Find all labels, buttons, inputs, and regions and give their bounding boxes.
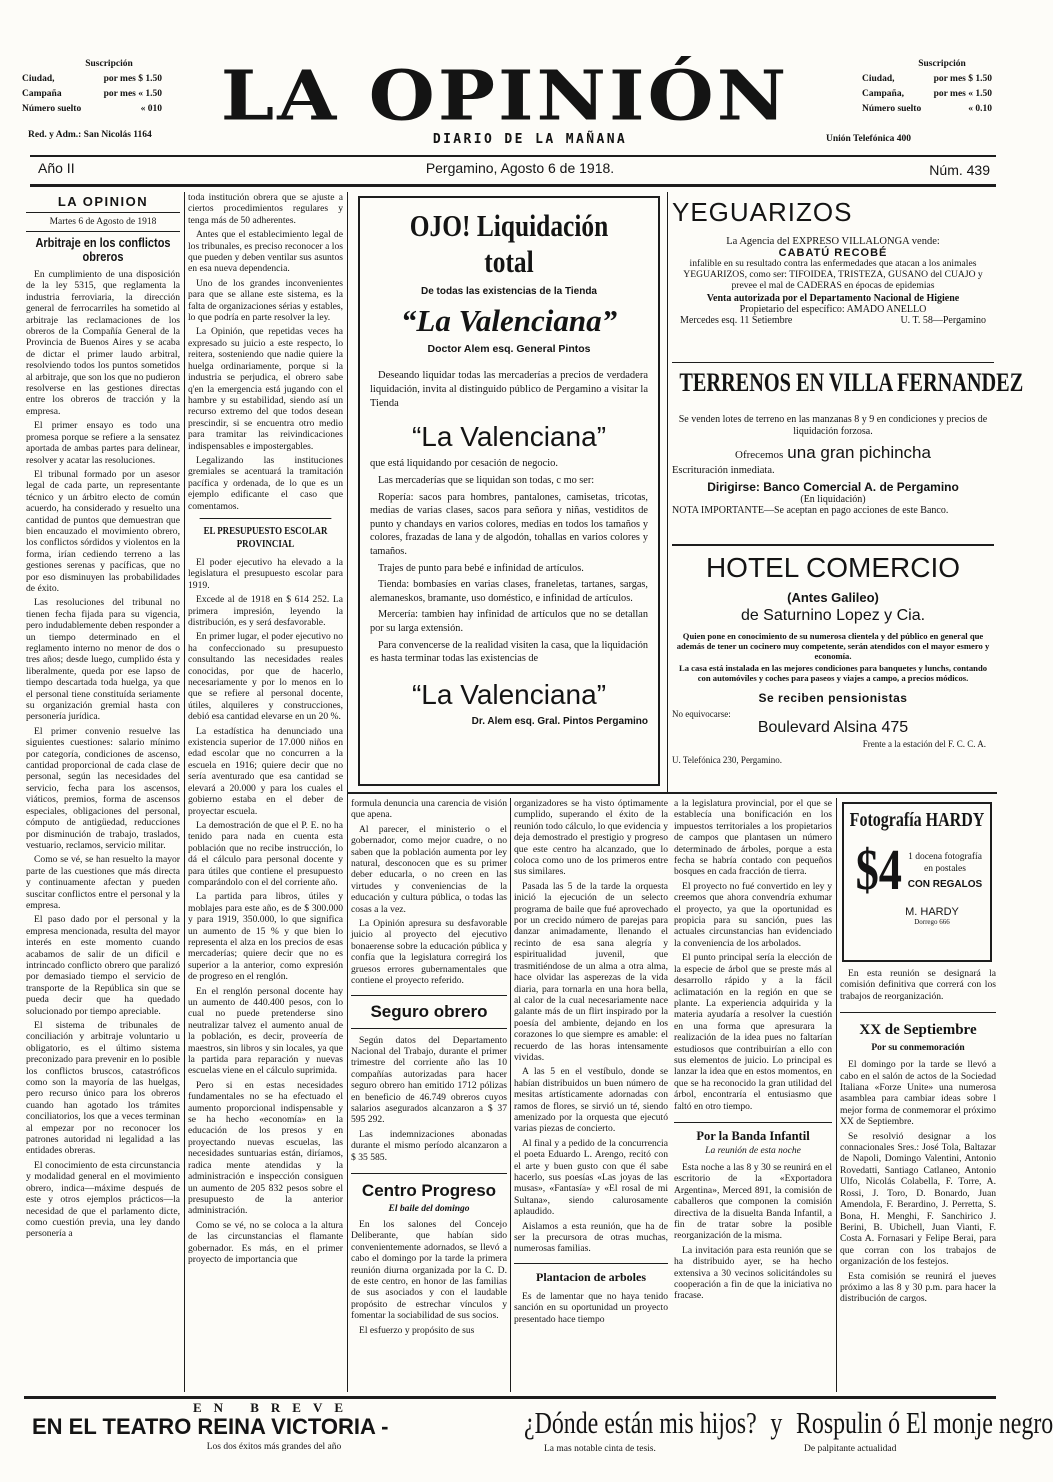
column-6-body-top <box>840 968 996 1002</box>
column-rule <box>510 798 511 1392</box>
ad-valenciana-sub: De todas las existencias de la Tienda <box>420 286 597 297</box>
column-1-headline: Arbitraje en los conflictos obreros <box>35 236 171 264</box>
column-2 <box>188 192 343 1394</box>
column-rule <box>836 798 837 1392</box>
column-5-body-2 <box>674 1162 832 1302</box>
column-4-body <box>514 798 668 1255</box>
right-rate-row: Campaña, por mes « 1.50 <box>862 89 992 99</box>
paragraph: La Opinión, que repetidas veces ha expresado su juicio a este respecto, lo reitera, sosteniendo que nadie quiere la huelga ordinariamente, porque si la industria se perjudica, el obrero sabe q'en la emergencia está jugando con el hambre y su estabilidad, siendo así un recurso extremo del que todos desean prescindir, si se encuentra otro medio para tramitar las reivindicaciones indispensables e impostergables. <box>188 326 343 452</box>
right-rate-row: Ciudad, por mes $ 1.50 <box>862 74 992 84</box>
paragraph: La partida para libros, útiles y moblajes para este año, es de $ 300.000 y para 1919, 350.000, lo que significa un aumento de 15 % y que bien lo representa el alza en los precios de esas mercaderías; quiere decir que no es superior a la anterior, como expresión de progreso en el renglón. <box>188 891 343 983</box>
column-3-body <box>351 1035 507 1163</box>
masthead-rule-bottom <box>30 184 996 187</box>
masthead-rule-top <box>30 155 996 157</box>
column-2-body-top <box>188 192 343 512</box>
ad-hotel-owners: de Saturnino Lopez y Cia. <box>740 607 926 624</box>
ad-hotel-address: Boulevard Alsina 475 <box>757 719 909 736</box>
ad-hotel-body2: La casa está instalada en las mejores condiciones para banquetes y lunchs, contando con automóviles y coches para paseos y viajes a campo, a precios módicos. <box>678 663 988 683</box>
column-3-sub-2: El baile del domingo <box>388 1203 470 1214</box>
ad-hotel-frente: Frente a la estación del F. C. C. A. <box>862 739 986 749</box>
column-1-date: Martes 6 de Agosto de 1918 <box>26 213 180 232</box>
footer-en-breve: EN BREVE <box>192 1400 356 1415</box>
paragraph: La estadística ha denunciado una existencia superior de 17.000 niños en edad escolar que no concurren a la escuela en 1916; quiere decir que no sería aventurado que esa cantidad se elevará a 20.000 y para los cuales el gobierno estaba en el deber de proyectar escuela. <box>188 725 343 817</box>
paragraph: El tribunal formado por un asesor legal de cada parte, un representante técnico y un árbitro electo de común acuerdo, ha considerado y resuelto una cantidad de puntos que demuestran que bien encauzado el movimiento obrero, los conflictos sórdidos y violentos en la forma, irían cediendo terreno a las gestiones serenas y pacíficas, que no por eso disminuyen las probabilidades de éxito. <box>26 468 180 594</box>
ad-yeguarizos <box>672 196 994 360</box>
ad-terrenos-dirigirse: Dirigirse: Banco Comercial A. de Pergamino <box>707 480 959 494</box>
paragraph: Mercería: tambien hay infinidad de artículos que no se detallan por su larga extensión. <box>370 609 648 634</box>
ad-valenciana-address-bottom: Dr. Alem esq. Gral. Pintos Pergamino <box>471 715 648 727</box>
paragraph: formula denuncia una carencia de visión que apena. <box>351 798 507 821</box>
footer-theatre: EN EL TEATRO REINA VICTORIA - <box>32 1414 389 1439</box>
ad-valenciana-script-name: “La Valenciana” <box>400 303 618 338</box>
footer-films <box>524 1404 1053 1444</box>
left-rate-row: Campaña por mes « 1.50 <box>22 89 162 99</box>
column-5 <box>674 798 832 1394</box>
column-6 <box>840 968 996 1394</box>
ad-la-valenciana <box>358 196 660 786</box>
horizontal-rule <box>347 792 997 794</box>
ad-yeguarizos-product: CABATÚ RECOBÉ <box>778 247 888 260</box>
column-1-body <box>26 269 180 1240</box>
column-6-body <box>840 1059 996 1305</box>
ad-terrenos-liquidacion: (En liquidación) <box>800 494 866 505</box>
ad-hardy-price: $4 <box>855 837 902 902</box>
paragraph: El paso dado por el personal y la empresa mencionada, resulta del mayor interés en este momento cuando acabamos de salir de un difícil e intrincado conflicto obrero que paralizó por demasiado tiempo el servicio de transporte de la República sin que se pueda decir que ha quedado solucionado por tiempo apreciable. <box>26 914 180 1017</box>
ad-yeguarizos-line1: La Agencia del EXPRESO VILLALONGA vende: <box>726 236 940 247</box>
paragraph: El primer ensayo es todo una promesa porque se refiere a la sensatez aportada de ambas partes para delinear, resolver y acatar las resoluciones. <box>26 420 180 466</box>
ad-yeguarizos-address: Mercedes esq. 11 Setiembre U. T. 58—Pergamino <box>680 315 986 327</box>
ad-hardy-title: Fotografía HARDY <box>849 809 985 831</box>
paragraph: La demostración de que el P. E. no ha tenido para nada en cuenta esta población que no recibe instrucción, lo dá el cálculo para personal docente y para útiles que contiene el presupuesto comparándolo con el del corriente año. <box>188 819 343 888</box>
ad-valenciana-cesacion: que está liquidando por cesación de negocio. <box>370 458 559 469</box>
ad-valenciana-intro: Deseando liquidar todas las mercaderías a precios de verdadera liquidación, invita al distinguido público de Pergamino a visitar la Tienda <box>370 370 648 409</box>
horizontal-rule <box>672 544 994 546</box>
ad-valenciana-list <box>370 474 648 666</box>
paragraph: toda institución obrera que se ajuste a ciertos procedimientos regulares y tenga más de 50 adherentes. <box>188 192 343 226</box>
ad-terrenos-nota: NOTA IMPORTANTE—Se aceptan en pago acciones de este Banco. <box>672 505 949 516</box>
column-3-headline-2: Centro Progreso <box>351 1173 507 1202</box>
paragraph: El punto principal sería la elección de la especie de árbol que se preste más al desarrollo rápido y a la fácil aclimatación en la región en que se plante. La experiencia adquirida y la materia ayudaría a resolver la cuestión en una forma que apresurara la realización de la idea pues no faltarían estudiosos que contribuirían a ello con sus elementos de juicio. Lo principal es lanzar la idea que en estos momentos, en que se ha reconocido la gran utilidad del árbol, encontraría el entusiasmo que faltó en otro tiempo. <box>674 952 832 1112</box>
ad-valenciana-address-top: Doctor Alem esq. General Pintos <box>427 343 591 355</box>
ad-yeguarizos-body: infalible en su resultado contra las enfermedades que atacan a los animales YEGUARIZOS, como ser: TIFOIDEA, TRISTEZA, GUSANO del CUAJO y prevee el mal de CADERAS en épocas de epidemias <box>683 258 983 291</box>
ad-hotel-pension: Se reciben pensionistas <box>758 691 908 705</box>
ad-terrenos-body: Se venden lotes de terreno en las manzanas 8 y 9 en condiciones y precios de liquidación forzosa. <box>678 414 988 437</box>
paragraph: Pero si en estas necesidades fundamentales no se ha efectuado el aumento proporcional indispensable y se ha hecho «economía» en la educación de los presos y en proyectando nuevas escuelas, las necesidades suntuarias están, diríamos, radica mente atendidas y la administración e inspección consiguen un aumento de 205 832 pesos sobre el presupuesto de la anterior administración. <box>188 1079 343 1217</box>
right-subscription-title: Suscripción <box>918 59 966 69</box>
horizontal-rule <box>672 362 994 363</box>
column-rule <box>184 192 185 1392</box>
ad-hardy-text: 1 docena fotografía en postales CON REGALOS <box>907 851 983 890</box>
ad-valenciana-headline: OJO! Liquidación total <box>409 208 609 279</box>
column-5-headline: Por la Banda Infantil <box>674 1122 832 1144</box>
column-4-body-2 <box>514 1291 668 1325</box>
masthead-address: Red. y Adm.: San Nicolás 1164 <box>28 130 152 140</box>
ad-hotel-antes: (Antes Galileo) <box>787 590 879 605</box>
column-4 <box>514 798 668 1394</box>
column-4-headline: Plantacion de arboles <box>514 1263 668 1285</box>
ad-terrenos-offer: Ofrecemos una gran pichincha <box>735 443 931 462</box>
paragraph: A las 5 en el vestíbulo, donde se habían distribuidos un buen número de mesitas artísticamente adornadas con ramos de flores, se sirvió un té, siendo amenizado por la orquesta que ejecutó varias piezas de concierto. <box>514 1066 668 1135</box>
column-1 <box>26 192 180 1394</box>
paragraph: La invitación para esta reunión que se ha distribuido ayer, se ha hecho extensiva a 30 vecinos solicitándoles su cooperación a fin de que la iniciativa no fracase. <box>674 1244 832 1302</box>
paragraph: El proyecto no fué convertido en ley y creemos que ahora convendría exhumar el proyecto, ya que la oportunidad es propicia para su sanción, pues las actuales circunstancias han evidenciado la conveniencia de los arbolados. <box>674 880 832 949</box>
footer-subleft: Los dos éxitos más grandes del año <box>206 1442 342 1452</box>
paragraph: En primer lugar, el poder ejecutivo no ha confeccionado su presupuesto consultando las necesidades reales conocidas, por que de hacerlo, necesariamente y por lo menos en lo que se refiere al personal docente, útiles, alquileres y construcciones, debió esa cantidad elevarse en un 20 %. <box>188 631 343 723</box>
ad-hotel-comercio <box>672 548 994 788</box>
ad-yeguarizos-owner: Propietario del específico: AMADO ANELLO <box>739 304 927 316</box>
paragraph: Las indemnizaciones abonadas durante el mismo período alcanzaron a $ 35 585. <box>351 1128 507 1163</box>
paragraph: El conocimiento de esta circunstancia y modalidad general en el movimiento obrero, indica—máxime después de este y otros ejemplos prácticos—la necesidad de que el parlamento dicte, como cuestión previa, una ley dando personería a <box>26 1159 180 1240</box>
footer-caption-1: La mas notable cinta de tesis. <box>544 1444 656 1454</box>
paragraph: Es de lamentar que no haya tenido sanción en su oportunidad un proyecto presentado hace tiempo <box>514 1290 668 1325</box>
column-3-headline: Seguro obrero <box>351 995 507 1029</box>
paragraph: Trajes de punto para bebé e infinidad de artículos. <box>378 562 584 574</box>
paragraph: Legalizando las instituciones gremiales se acentuará la tramitación pacífica y ordenada, de lo que es un ejemplo edificante el caso que comentamos. <box>188 454 343 512</box>
paragraph: El sistema de tribunales de conciliación y arbitraje voluntario u obligatorio, es el último sistema preconizado para prevenir en lo posible los conflictos bruscos, catastróficos como son la mayoría de las huelgas, pero recurso único para los obreros cuando han agotado los trámites conciliatorios, los que a veces terminan al empezar por no reconocer los patrones autoridad ni legalidad a las entidades obreras. <box>26 1020 180 1157</box>
left-rate-row: Número suelto « 010 <box>22 104 162 114</box>
paragraph: Para convencerse de la realidad visiten la casa, que la liquidación es hasta terminar todas las existencias de <box>370 639 648 665</box>
paragraph: Al final y a pedido de la concurrencia el poeta Eduardo L. Arengo, recitó con el arte y buen gusto con que él sabe hacerlo, sus poesías «Las joyas de las musas», «Fantasía» y «El rosal de mi Sultana», siendo calurosamente aplaudido. <box>514 1137 668 1218</box>
column-3-body-2 <box>351 1219 507 1336</box>
paragraph: Excede al de 1918 en $ 614 252. La primera impresión, leyendo la distribución, es y será desfavorable. <box>188 594 343 628</box>
column-5-sub: La reunión de esta noche <box>705 1145 801 1156</box>
ad-hotel-title: HOTEL COMERCIO <box>705 552 961 583</box>
ad-terrenos-escrituracion: Escrituración inmediata. <box>672 465 775 476</box>
ad-hardy-address: Dorrego 666 <box>914 918 950 926</box>
ad-hotel-phone: U. Telefónica 230, Pergamino. <box>672 755 783 765</box>
ad-terrenos <box>672 366 1024 538</box>
right-rate-row: Número suelto « 0.10 <box>862 104 992 114</box>
ad-valenciana-name-big: “La Valenciana” <box>411 678 607 710</box>
column-6-headline: XX de Septiembre <box>840 1012 996 1039</box>
paragraph: La Opinión apresura su desfavorable juicio al proyecto del ejecutivo bonaerense sobre la educación pública y confía que la legislatura corregirá los gruesos errores gubernamentales que contiene el proyecto referido. <box>351 918 507 987</box>
paragraph: En esta reunión se designará la comisión definitiva que correrá con los trabajos de reorganización. <box>840 968 996 1002</box>
footer-rule <box>24 1396 996 1399</box>
paragraph: Las resoluciones del tribunal no tienen fecha fijada para su vigencia, pero indudablemente deben responder a un tiempo determinado en el reglamento interno no menor de dos o tres años; desde luego, cumplido ésta y liberalmente, queda por ese lapso de tiempo descartada toda huelga, ya que el personal tiene constituída seriamente su organización gremial hasta con personería jurídica. <box>26 597 180 723</box>
paragraph: a la legislatura provincial, por el que se establecía una bonificación en los impuestos territoriales a los propietarios de campos que plantasen un número determinado de árboles, porque a esta fecha se habría contado con pequeños bosques en cada fracción de tierra. <box>674 798 832 878</box>
ad-hardy-body <box>850 838 984 902</box>
left-rate-row: Ciudad, por mes $ 1.50 <box>22 74 162 84</box>
footer-conj: y <box>770 1405 783 1440</box>
footer-film-1: ¿Dónde están mis hijos? <box>524 1405 757 1440</box>
dateline-number: Núm. 439 <box>929 162 990 178</box>
paragraph: Antes que el establecimiento legal de los tribunales, es preciso reconocer a los que pueden y deben ventilar sus asuntos en esa nueva dependencia. <box>188 229 343 275</box>
dateline-year: Año II <box>38 160 75 176</box>
paragraph: En el renglón personal docente hay un aumento de 440.400 pesos, con lo cual no puede pretenderse sino neutralizar talvez el aumento anual de la población, es decir, proveería de maestros, sin libros y sin locales, ya que la partida para reparación y nuevas escuelas viene en el cálculo suprimida. <box>188 985 343 1077</box>
column-2-headline: EL PRESUPUESTO ESCOLAR PROVINCIAL <box>200 518 332 551</box>
paragraph: Pasada las 5 de la tarde la orquesta inició la ejecución de un selecto programa de baile que fué aprovechado por un crecido número de parejas para danzar animadamente, llenando el recinto de esa sana alegría y espiritualidad juvenil, que trasmitiéndose de un alma a otra alma, hace olvidar las asperezas de la vida diaria, para tornarla en una hora bella, al calor de la cual necesariamente nace galante más de un flirt inspirado por la poesía del ambiente, dejando en los corazones lo que siempre es amable: el recuerdo de las horas intensamente vividas. <box>514 880 668 1063</box>
paragraph: Esta noche a las 8 y 30 se reunirá en el escritorio de la «Exportadora Argentina», Merced 891, la comisión de caballeros que componen la comisión directiva de la disuelta Banda Infantil, a fin de tratar sobre la posible reorganización de la misma. <box>674 1161 832 1242</box>
ad-hotel-equivocarse: No equivocarse: <box>672 709 731 719</box>
paragraph: El primer convenio resuelve las siguientes cuestiones: salario mínimo por categoría, condiciones de ascenso, cantidad proporcional de cada clase de personal, según las necesidades del servicio, fecha para los ascensos, viáticos, premios, forma de ascensos especiales, obligaciones del personal, cómputo de antigüedad, reducciones por disminución de trabajo, traslados, vestuario, reclamos, servicio militar. <box>26 725 180 851</box>
paragraph: El domingo por la tarde se llevó a cabo en el salón de actos de la Sociedad Italiana «Forze Unite» una numerosa asamblea para cambiar ideas sobre l mejor forma de conmemorar el próximo XX de Septiembre. <box>840 1059 996 1128</box>
masthead-phone: Unión Telefónica 400 <box>826 134 911 144</box>
ad-hotel-body1: Quien pone en conocimiento de su numerosa clientela y del público en general que además de tener un cocinero muy competente, serán atendidos con el mayor esmero y economía. <box>676 631 990 661</box>
column-rule <box>667 192 668 792</box>
ad-yeguarizos-title: YEGUARIZOS <box>672 197 853 227</box>
column-3 <box>351 798 507 1394</box>
paragraph: En los salones del Concejo Deliberante, que habían sido convenientemente adornados, se llevó a cabo el domingo por la tarde la primera reunión diurna organizada por la C. D. de este centro, en honor de las familias de sus asociados y con el laudable propósito de estrechar vínculos y fomentar la sociabilidad de sus socios. <box>351 1218 507 1322</box>
ad-hardy-name: M. HARDY <box>905 906 959 918</box>
left-subscription-title: Suscripción <box>85 59 133 69</box>
paragraph: Al parecer, el ministerio o el gobernador, como mejor cuadre, o no saben que la población aumenta por ley natural, desconocen que es su primer deber educarla, o no creen en las virtudes y conveniencias de la educación y cultura pública, o todas las cosas a la vez. <box>351 823 507 915</box>
dateline-place-date: Pergamino, Agosto 6 de 1918. <box>425 160 615 176</box>
paragraph: Aislamos a esta reunión, que ha de ser la precursora de otras muchas, numerosas familias. <box>514 1220 668 1255</box>
paragraph: organizadores se ha visto óptimamente cumplido, superando el éxito de la reunión todo cálculo, lo que evidencia y deja demostrado el prestigio y progreso que este centro ha alcanzado, que lo coloca como uno de los primeros entre sus similares. <box>514 798 668 878</box>
paragraph: Según datos del Departamento Nacional del Trabajo, durante el primer trimestre del corriente año las 10 compañías autorizadas para hacer seguro obrero han emitido 1712 pólizas en beneficio de 46.749 obreros cuyos salarios asegurados alcanzaron a $ 37 595 292. <box>351 1034 507 1126</box>
masthead-title: LA OPINIÓN <box>220 55 790 136</box>
footer-banner <box>24 1400 1053 1466</box>
footer-caption-2: De palpitante actualidad <box>804 1444 897 1454</box>
column-3-body-top <box>351 798 507 987</box>
column-5-body <box>674 798 832 1112</box>
column-6-sub: Por su conmemoración <box>871 1043 965 1054</box>
footer-film-2: Rospulin ó El monje negro <box>795 1405 1053 1440</box>
ad-yeguarizos-auth: Venta autorizada por el Departamento Nacional de Higiene <box>706 293 960 305</box>
column-1-header: LA OPINION <box>26 192 180 213</box>
paragraph: Uno de los grandes inconvenientes para que se allane este sistema, es la falta de organizaciones sérias y estables, lo que podría en parte resolver la ley. <box>188 277 343 324</box>
paragraph: Tienda: bombasíes en varias clases, franeletas, tartanes, sargas, alemaneskos, bramante, uso doméstico, e infinidad de artículos. <box>370 579 648 604</box>
column-2-body <box>188 557 343 1265</box>
paragraph: Como se vé, no se coloca a la altura de las circunstancias el flamante gobernador. Es más, en el primer proyecto de importancia que <box>188 1219 343 1265</box>
paragraph: Esta comisión se reunirá el jueves próximo a las 8 y 30 p.m. para hacer la distribución de cargos. <box>840 1270 996 1305</box>
ad-fotografia-hardy <box>842 802 992 962</box>
masthead-subtitle: DIARIO DE LA MAÑANA <box>432 132 628 147</box>
paragraph: Se resolvió designar a los connacionales Sres.: José Tola, Baltazar de Napoli, Domingo Valentini, Antonio Rovedatti, Santiago Catlaneo, Antonio Ulfo, Nicolás Colabella, F. Torre, A. Rossi, J. Toro, D. Bonardo, Juan Amendola, F. Berardino, J. Perretta, S. Bona, H. Menghi, F. Sanchirico J. Berini, B. Ubichell, Juan Vianti, F. Costa A. Fornasari y Felipe Berai, para que corran con los trabajos de organización de los festejos. <box>840 1130 996 1268</box>
paragraph: El esfuerzo y propósito de sus <box>359 1324 475 1336</box>
paragraph: El poder ejecutivo ha elevado a la legislatura el presupuesto escolar para 1919. <box>188 556 343 591</box>
paragraph: Como se vé, se han resuelto la mayor parte de las cuestiones que más directa y continuamente afectan y pueden suscitar conflictos entre el personal y la empresa. <box>26 854 180 911</box>
paragraph: Las mercaderías que se liquidan son todas, c mo ser: <box>378 475 595 486</box>
ad-valenciana-name-big: “La Valenciana” <box>411 421 607 452</box>
ad-terrenos-title: TERRENOS EN VILLA FERNANDEZ <box>679 368 1024 397</box>
paragraph: Ropería: sacos para hombres, pantalones, camisetas, tricotas, medias de varias clases, sacos para señora y niñas, vestiditos de punto y chandays en varios colores, medias en todos los tamaños y colores, frazadas de lana y de algodón, tohallas en varios colores y tamaños. <box>370 491 648 557</box>
paragraph: En cumplimiento de una disposición de la ley 5315, que reglamenta la industria ferroviaria, la dirección general de ferrocarriles ha sometido al arbitraje las reclamaciones de los obreros de la Compañía General de la Provincia de Buenos Aires y se acaba de dictar el primer laudo arbitral, resolviendo todos los puntos sometidos al arbitraje, que son los que no pudieron resolverse en las gestiones directas entre los obreros de tracción y la empresa. <box>26 269 180 417</box>
